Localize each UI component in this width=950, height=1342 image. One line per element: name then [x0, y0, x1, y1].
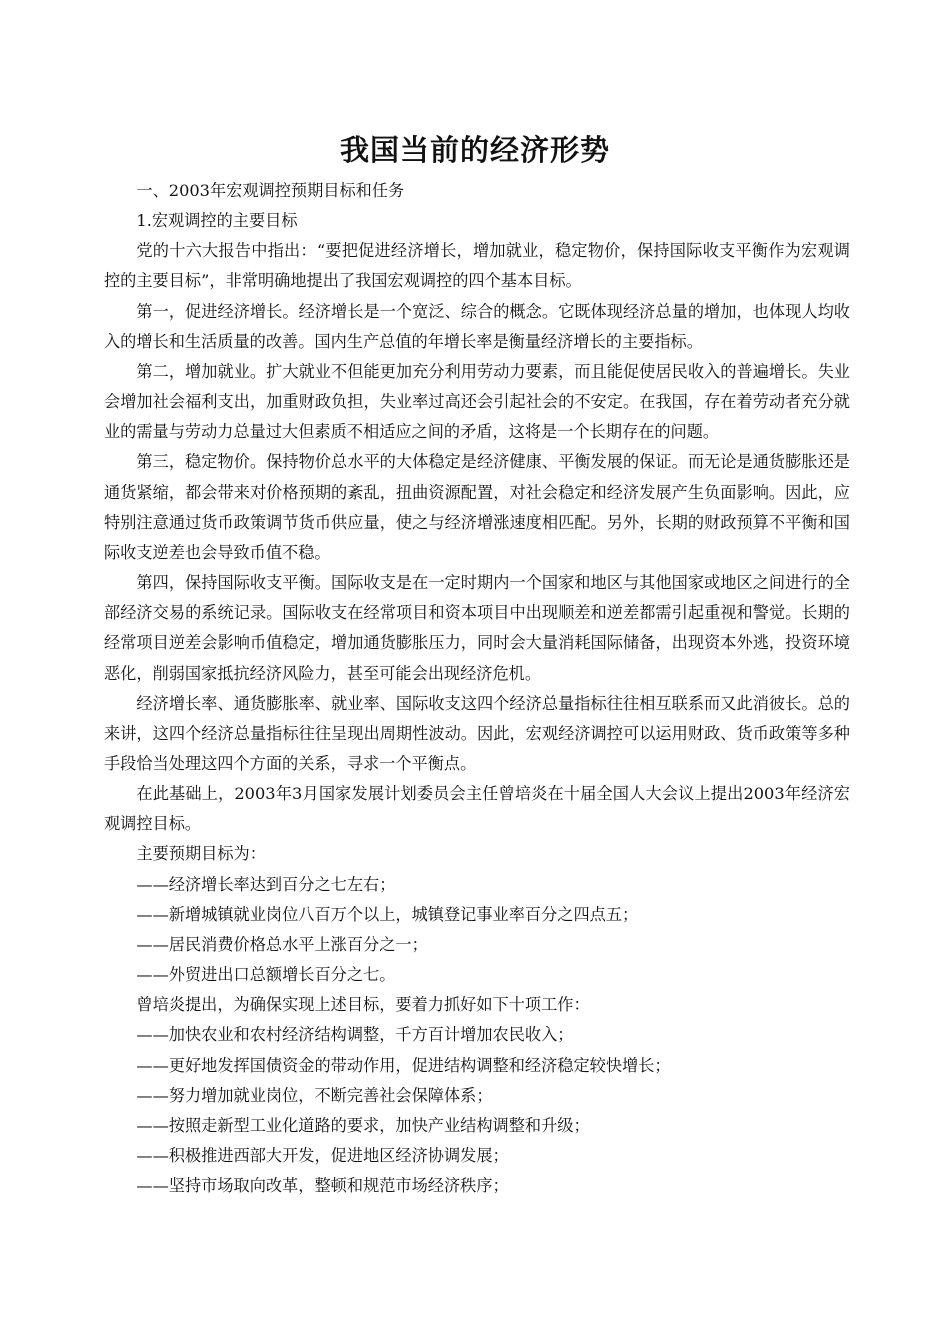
- list-item: ——积极推进西部大开发，促进地区经济协调发展；: [136, 1146, 509, 1165]
- paragraph: 在此基础上，2003年3月国家发展计划委员会主任曾培炎在十届全国人大会议上提出2003年经济宏观调控目标。: [104, 784, 850, 834]
- paragraph: 第一，促进经济增长。经济增长是一个宽泛、综合的概念。它既体现经济总量的增加，也体现人均收入的增长和生活质量的改善。国内生产总值的年增长率是衡量经济增长的主要指标。: [104, 301, 850, 351]
- list-intro: 曾培炎提出，为确保实现上述目标，要着力抓好如下十项工作：: [136, 995, 590, 1015]
- paragraph: 经济增长率、通货膨胀率、就业率、国际收支这四个经济总量指标往往相互联系而又此消彼长。总的来讲，这四个经济总量指标往往呈现出周期性波动。因此，宏观经济调控可以运用财政、货币政策等多种手段恰当处理这四个方面的关系，寻求一个平衡点。: [104, 693, 850, 773]
- list-item: ——更好地发挥国债资金的带动作用，促进结构调整和经济稳定较快增长；: [136, 1055, 671, 1075]
- list-item: ——坚持市场取向改革，整顿和规范市场经济秩序；: [136, 1176, 509, 1196]
- paragraph: 第二，增加就业。扩大就业不但能更加充分利用劳动力要素，而且能促使居民收入的普遍增长。失业会增加社会福利支出，加重财政负担，失业率过高还会引起社会的不安定。在我国，存在着劳动者充分就业的需量与劳动力总量过大但素质不相适应之间的矛盾，这将是一个长期存在的问题。: [104, 361, 850, 442]
- list-intro: 主要预期目标为：: [136, 844, 266, 864]
- list-item: ——居民消费价格总水平上涨百分之一；: [136, 934, 428, 954]
- list-item: ——努力增加就业岗位，不断完善社会保障体系；: [136, 1085, 493, 1105]
- paragraph: 第四，保持国际收支平衡。国际收支是在一定时期内一个国家和地区与其他国家或地区之间进行的全部经济交易的系统记录。国际收支在经常项目和资本项目中出现顺差和逆差都需引起重视和警觉。长期的经常项目逆差会影响币值稳定，增加通货膨胀压力，同时会大量消耗国际储备，出现资本外逃，投资环境恶化，削弱国家抵抗经济风险力，甚至可能会出现经济危机。: [104, 573, 850, 683]
- list-item: ——新增城镇就业岗位八百万个以上，城镇登记事业率百分之四点五；: [136, 904, 639, 924]
- list-item: ——经济增长率达到百分之七左右；: [136, 874, 396, 894]
- paragraph: 第三，稳定物价。保持物价总水平的大体稳定是经济健康、平衡发展的保证。而无论是通货膨胀还是通货紧缩，都会带来对价格预期的紊乱，扭曲资源配置，对社会稳定和经济发展产生负面影响。因此，应特别注意通过货币政策调节货币供应量，使之与经济增涨速度相匹配。另外，长期的财政预算不平衡和国际收支逆差也会导致币值不稳。: [104, 452, 850, 562]
- section-heading: 一、2003年宏观调控预期目标和任务: [136, 181, 405, 200]
- list-item: ——按照走新型工业化道路的要求，加快产业结构调整和升级；: [136, 1115, 590, 1135]
- list-item: ——外贸进出口总额增长百分之七。: [136, 965, 396, 985]
- document-body: [104, 176, 850, 1201]
- list-item: ——加快农业和农村经济结构调整，千方百计增加农民收入；: [136, 1025, 574, 1045]
- document-title: 我国当前的经济形势: [339, 133, 610, 167]
- subsection-heading: 1.宏观调控的主要目标: [136, 211, 298, 231]
- paragraph: 党的十六大报告中指出：“要把促进经济增长，增加就业，稳定物价，保持国际收支平衡作为宏观调控的主要目标”，非常明确地提出了我国宏观调控的四个基本目标。: [104, 241, 850, 291]
